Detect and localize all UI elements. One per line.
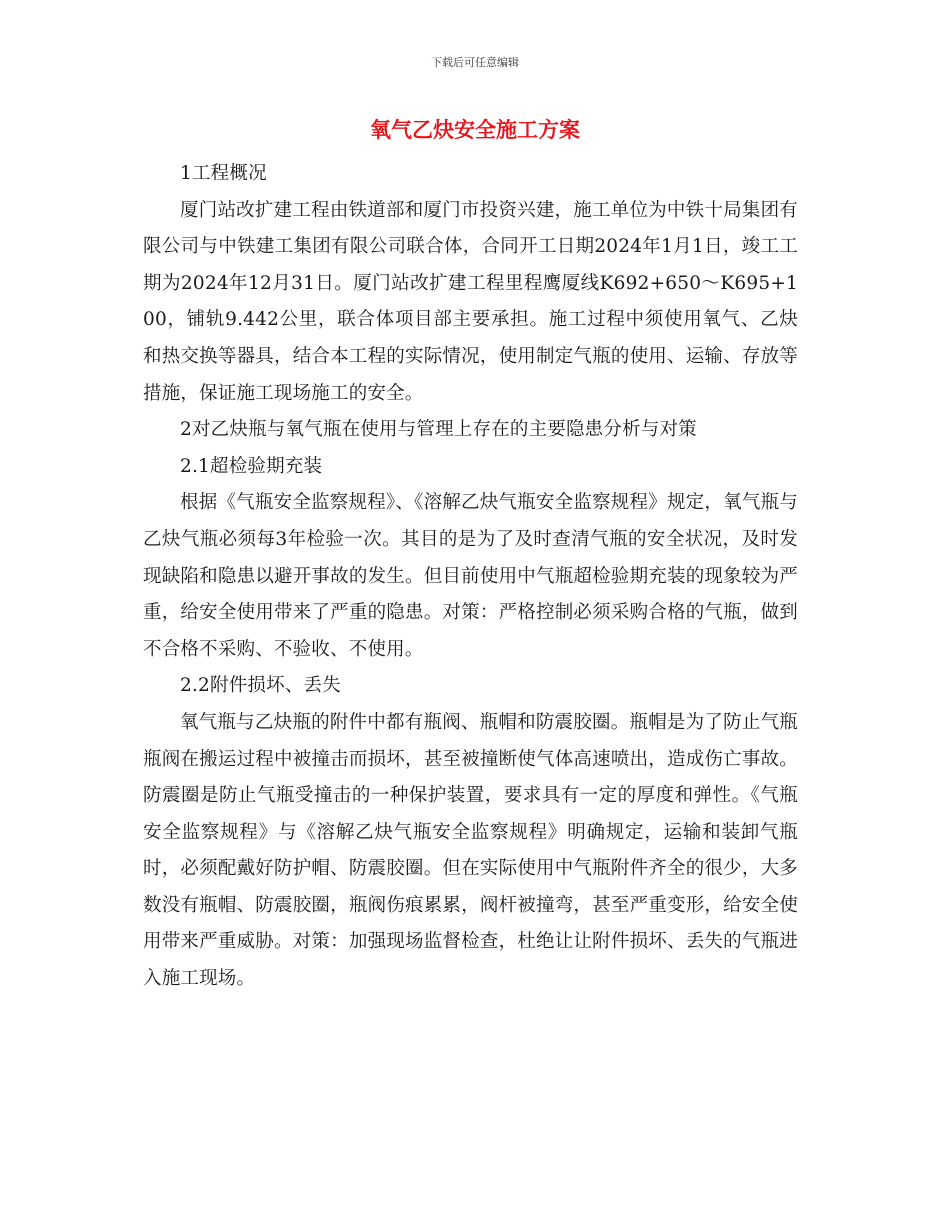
section-heading-1: 1工程概况 bbox=[180, 163, 267, 184]
section-heading-2: 2对乙炔瓶与氧气瓶在使用与管理上存在的主要隐患分析与对策 bbox=[180, 419, 697, 441]
document-body bbox=[143, 156, 798, 998]
page-header: 下载后可任意编辑 bbox=[431, 56, 519, 69]
section-heading-2-2: 2.2附件损坏、丢失 bbox=[180, 675, 341, 697]
document-title: 氧气乙炔安全施工方案 bbox=[370, 117, 580, 142]
section-heading-2-1: 2.1超检验期充装 bbox=[180, 455, 323, 477]
paragraph-inspection: 根据《气瓶安全监察规程》、《溶解乙炔气瓶安全监察规程》规定，氧气瓶与乙炔气瓶必须每3年检验一次。其目的是为了及时查清气瓶的安全状况，及时发现缺陷和隐患以避开事故的发生。但目前使用中气瓶超检验期充装的现象较为严重，给安全使用带来了严重的隐患。对策：严格控制必须采购合格的气瓶，做到不合格不采购、不验收、不使用。 bbox=[143, 492, 798, 660]
paragraph-overview: 厦门站改扩建工程由铁道部和厦门市投资兴建，施工单位为中铁十局集团有限公司与中铁建工集团有限公司联合体，合同开工日期2024年1月1日，竣工工期为2024年12月31日。厦门站改扩建工程里程鹰厦线K692+650～K695+100，铺轨9.442公里，联合体项目部主要承担。施工过程中须使用氧气、乙炔和热交换等器具，结合本工程的实际情况，使用制定气瓶的使用、运输、存放等措施，保证施工现场施工的安全。 bbox=[143, 199, 798, 404]
paragraph-accessories: 氧气瓶与乙炔瓶的附件中都有瓶阀、瓶帽和防震胶圈。瓶帽是为了防止气瓶瓶阀在搬运过程中被撞击而损坏，甚至被撞断使气体高速喷出，造成伤亡事故。防震圈是防止气瓶受撞击的一种保护装置，要求具有一定的厚度和弹性。《气瓶安全监察规程》与《溶解乙炔气瓶安全监察规程》明确规定，运输和装卸气瓶时，必须配戴好防护帽、防震胶圈。但在实际使用中气瓶附件齐全的很少，大多数没有瓶帽、防震胶圈，瓶阀伤痕累累，阀杆被撞弯，甚至严重变形，给安全使用带来严重威胁。对策：加强现场监督检查，杜绝让让附件损坏、丢失的气瓶进入施工现场。 bbox=[143, 711, 798, 990]
